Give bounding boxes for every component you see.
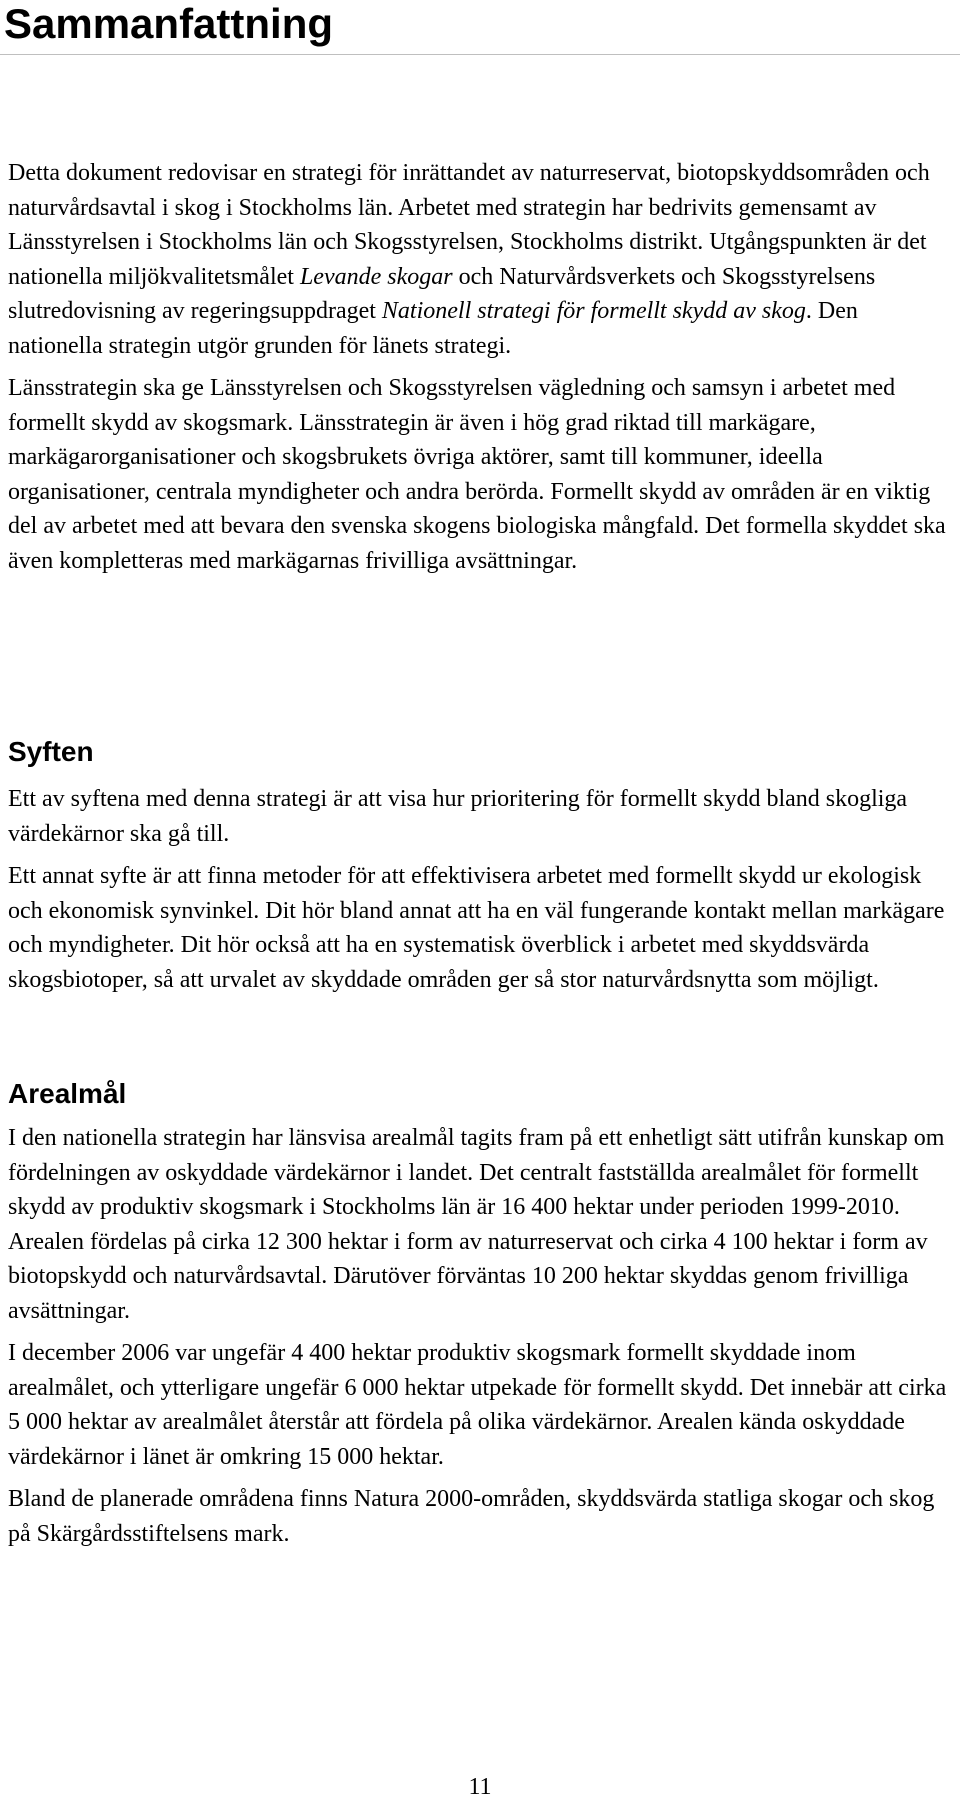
arealmal-section	[8, 1121, 948, 1551]
syften-paragraph-1: Ett av syftena med denna strategi är att visa hur prioritering för formellt skydd bland skogliga värdekärnor ska gå till.	[8, 786, 908, 847]
summary-p1-text-c: . Den nationella strategin utgör grunden för länets strategi.	[8, 298, 858, 359]
arealmal-paragraph-3: Bland de planerade områdena finns Natura 2000-områden, skyddsvärda statliga skogar och skog på Skärgårdsstiftelsens mark.	[8, 1486, 935, 1547]
summary-p1-text-b: och Naturvårdsverkets och Skogsstyrelsens slutredovisning av regeringsuppdraget	[8, 263, 876, 324]
syften-paragraph-2: Ett annat syfte är att finna metoder för att effektivisera arbetet med formellt skydd ur ekologisk och ekonomisk synvinkel. Dit hör bland annat att ha en väl fungerande kontakt mellan markägare och myndigheter. Dit hör också att ha en systematisk överblick i arbetet med skyddsvärda skogsbiotoper, så att urvalet av skyddade områden ger så stor naturvårdsnytta som möjligt.	[8, 863, 945, 993]
summary-p1-text-a: Detta dokument redovisar en strategi för inrättandet av naturreservat, biotopskyddsområden och naturvårdsavtal i skog i Stockholms län. Arbetet med strategin har bedrivits gemensamt av Länsstyrelsen i Stockholms län och Skogsstyrelsen, Stockholms distrikt. Utgångspunkten är det nationella miljökvalitetsmålet	[8, 160, 930, 290]
summary-paragraph-2: Länsstrategin ska ge Länsstyrelsen och Skogsstyrelsen vägledning och samsyn i arbetet med formellt skydd av skogsmark. Länsstrategin är även i hög grad riktad till markägare, markägarorganisationer och skogsbrukets övriga aktörer, samt till kommuner, ideella organisationer, centrala myndigheter och andra berörda. Formellt skydd av områden är en viktig del av arbetet med att bevara den svenska skogens biologiska mångfald. Det formella skyddet ska även kompletteras med markägarnas frivilliga avsättningar.	[8, 375, 946, 574]
section-heading-arealmal: Arealmål	[8, 1078, 127, 1109]
syften-section	[8, 782, 948, 997]
summary-paragraph-1	[8, 156, 948, 363]
section-heading-syften: Syften	[8, 736, 94, 767]
summary-p1-italic-2: Nationell strategi för formellt skydd av skog	[381, 298, 806, 324]
title-divider	[0, 54, 960, 55]
arealmal-paragraph-1: I den nationella strategin har länsvisa arealmål tagits fram på ett enhetligt sätt utifrån kunskap om fördelningen av oskyddade värdekärnor i landet. Det centralt fastställda arealmålet för formellt skydd av produktiv skogsmark i Stockholms län är 16 400 hektar under perioden 1999-2010. Arealen fördelas på cirka 12 300 hektar i form av naturreservat och cirka 4 100 hektar i form av biotopskydd och naturvårdsavtal. Därutöver förväntas 10 200 hektar skyddas genom frivilliga avsättningar.	[8, 1125, 945, 1324]
page-number: 11	[468, 1774, 492, 1800]
summary-p1-italic-1: Levande skogar	[299, 263, 453, 290]
page-title: Sammanfattning	[4, 0, 334, 47]
arealmal-paragraph-2: I december 2006 var ungefär 4 400 hektar produktiv skogsmark formellt skyddade inom arealmålet, och ytterligare ungefär 6 000 hektar utpekade för formellt skydd. Det innebär att cirka 5 000 hektar av arealmålet återstår att fördela på olika värdekärnor. Arealen kända oskyddade värdekärnor i länet är omkring 15 000 hektar.	[8, 1340, 947, 1470]
summary-section	[8, 156, 948, 578]
